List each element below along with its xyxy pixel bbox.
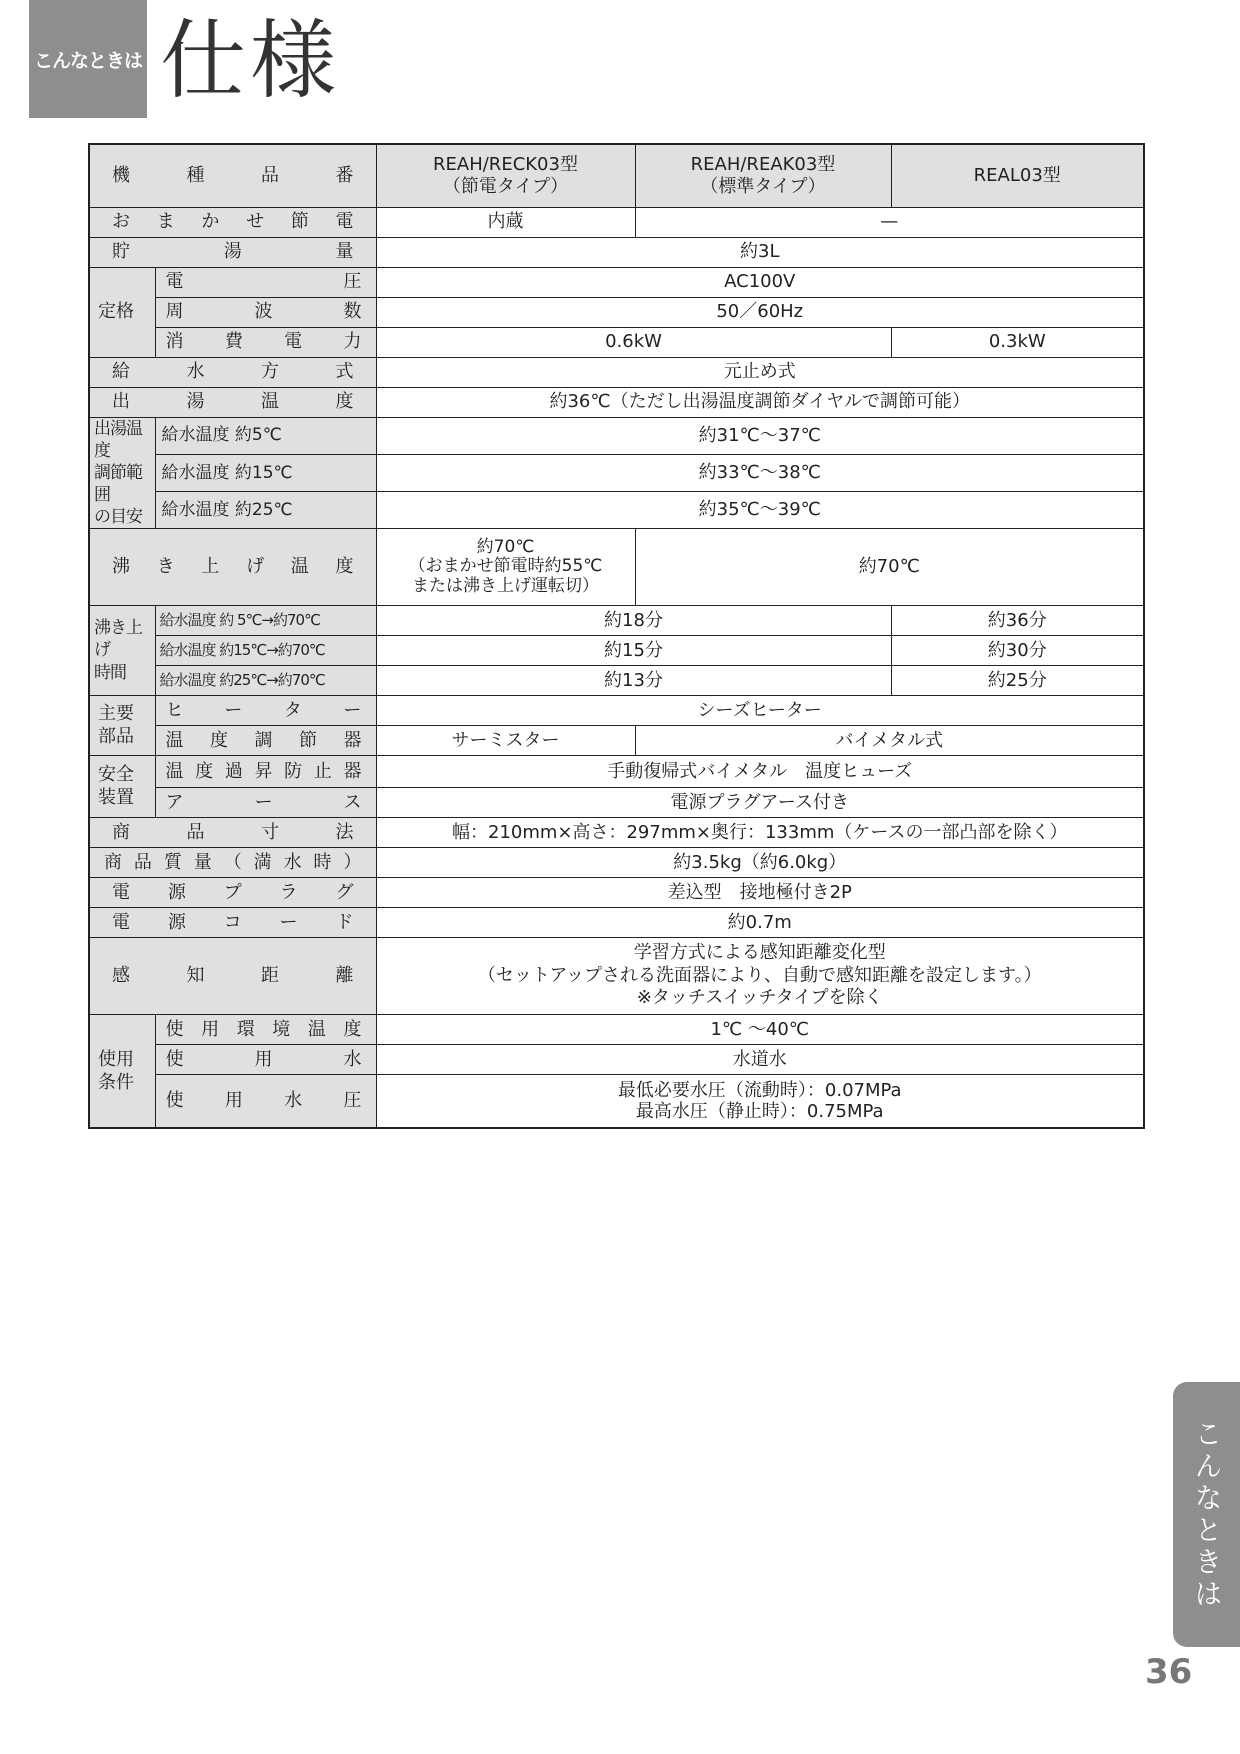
table-row <box>89 417 1144 454</box>
row-label: アース <box>155 787 376 817</box>
group-label: 定格 <box>89 267 155 357</box>
cell-value: 電源プラグアース付き <box>376 787 1144 817</box>
table-row <box>89 357 1144 387</box>
group-label: 安全 装置 <box>89 755 155 817</box>
table-row <box>89 787 1144 817</box>
row-label: 周波数 <box>155 297 376 327</box>
cell-value: 0.3kW <box>891 327 1144 357</box>
row-label: 温度過昇防止器 <box>155 755 376 787</box>
cell-value: 約33℃～38℃ <box>376 454 1144 491</box>
table-row <box>89 877 1144 907</box>
row-label: 電源プラグ <box>89 877 376 907</box>
cell-value: 約30分 <box>891 635 1144 665</box>
row-label: 使用水圧 <box>155 1074 376 1128</box>
cell-value: 学習方式による感知距離変化型 （セットアップされる洗面器により、自動で感知距離を設定します。） ※タッチスイッチタイプを除く <box>376 937 1144 1014</box>
model-header-real03: REAL03型 <box>891 144 1144 207</box>
cell-value: 約70℃ <box>635 528 1144 605</box>
cell-value: 約36分 <box>891 605 1144 635</box>
spec-table <box>88 143 1145 1129</box>
table-row <box>89 665 1144 695</box>
cell-value: 水道水 <box>376 1044 1144 1074</box>
table-row <box>89 387 1144 417</box>
table-row <box>89 237 1144 267</box>
cell-value: 約3.5kg（約6.0kg） <box>376 847 1144 877</box>
cell-value: 50／60Hz <box>376 297 1144 327</box>
cell-value: 元止め式 <box>376 357 1144 387</box>
table-row <box>89 907 1144 937</box>
row-label: 給水温度 約25℃ <box>155 491 376 528</box>
table-row <box>89 605 1144 635</box>
table-row <box>89 267 1144 297</box>
row-label: 機種品番 <box>89 144 376 207</box>
table-row <box>89 847 1144 877</box>
row-label: 出湯温度 <box>89 387 376 417</box>
row-label: 給水温度 約5℃ <box>155 417 376 454</box>
cell-value: 約3L <box>376 237 1144 267</box>
row-label: 給水温度 約25℃→約70℃ <box>155 665 376 695</box>
page-number: 36 <box>1145 1652 1193 1692</box>
side-tab <box>1173 1382 1240 1647</box>
model-header-reak03: REAH/REAK03型 （標準タイプ） <box>635 144 891 207</box>
group-label: 出湯温度 調節範囲 の目安 <box>89 417 155 528</box>
row-label: 商品質量（満水時） <box>89 847 376 877</box>
cell-value: 内蔵 <box>376 207 635 237</box>
table-row <box>89 528 1144 605</box>
side-tab-label: こんなときは <box>1190 1418 1224 1611</box>
table-row <box>89 817 1144 847</box>
table-row <box>89 755 1144 787</box>
cell-value: 約70℃ （おまかせ節電時約55℃ または沸き上げ運転切） <box>376 528 635 605</box>
table-row <box>89 491 1144 528</box>
row-label: 給水方式 <box>89 357 376 387</box>
cell-value: 最低必要水圧（流動時）：0.07MPa 最高水圧（静止時）：0.75MPa <box>376 1074 1144 1128</box>
table-row <box>89 1044 1144 1074</box>
row-label: 給水温度 約15℃→約70℃ <box>155 635 376 665</box>
model-header-reck03: REAH/RECK03型 （節電タイプ） <box>376 144 635 207</box>
table-row <box>89 327 1144 357</box>
row-label: 給水温度 約 5℃→約70℃ <box>155 605 376 635</box>
cell-value: 約31℃～37℃ <box>376 417 1144 454</box>
table-row <box>89 1014 1144 1044</box>
cell-value: シーズヒーター <box>376 695 1144 725</box>
row-label: 温度調節器 <box>155 725 376 755</box>
section-tag: こんなときは <box>29 0 147 118</box>
row-label: ヒーター <box>155 695 376 725</box>
table-row <box>89 695 1144 725</box>
cell-value: 約35℃～39℃ <box>376 491 1144 528</box>
cell-value: AC100V <box>376 267 1144 297</box>
table-row <box>89 725 1144 755</box>
row-label: 商品寸法 <box>89 817 376 847</box>
cell-value: 約13分 <box>376 665 891 695</box>
row-label: 電源コード <box>89 907 376 937</box>
cell-value: バイメタル式 <box>635 725 1144 755</box>
cell-value: 幅：210mm×高さ：297mm×奥行：133mm（ケースの一部凸部を除く） <box>376 817 1144 847</box>
cell-value: — <box>635 207 1144 237</box>
table-row <box>89 454 1144 491</box>
cell-value: サーミスター <box>376 725 635 755</box>
cell-value: 手動復帰式バイメタル 温度ヒューズ <box>376 755 1144 787</box>
cell-value: 1℃ ～40℃ <box>376 1014 1144 1044</box>
row-label: 沸き上げ温度 <box>89 528 376 605</box>
cell-value: 約25分 <box>891 665 1144 695</box>
cell-value: 約15分 <box>376 635 891 665</box>
row-label: 感知距離 <box>89 937 376 1014</box>
row-label: 給水温度 約15℃ <box>155 454 376 491</box>
page-title: 仕様 <box>160 11 340 111</box>
group-label: 主要 部品 <box>89 695 155 755</box>
table-row <box>89 297 1144 327</box>
row-label: おまかせ節電 <box>89 207 376 237</box>
cell-value: 約36℃（ただし出湯温度調節ダイヤルで調節可能） <box>376 387 1144 417</box>
row-label: 使用水 <box>155 1044 376 1074</box>
group-label: 使用 条件 <box>89 1014 155 1128</box>
cell-value: 差込型 接地極付き2P <box>376 877 1144 907</box>
cell-value: 約18分 <box>376 605 891 635</box>
table-row <box>89 1074 1144 1128</box>
cell-value: 約0.7m <box>376 907 1144 937</box>
cell-value: 0.6kW <box>376 327 891 357</box>
row-label: 消費電力 <box>155 327 376 357</box>
table-row <box>89 144 1144 207</box>
row-label: 使用環境温度 <box>155 1014 376 1044</box>
row-label: 貯湯量 <box>89 237 376 267</box>
table-row <box>89 635 1144 665</box>
table-row <box>89 207 1144 237</box>
table-row <box>89 937 1144 1014</box>
row-label: 電圧 <box>155 267 376 297</box>
group-label: 沸き上げ 時間 <box>89 605 155 695</box>
